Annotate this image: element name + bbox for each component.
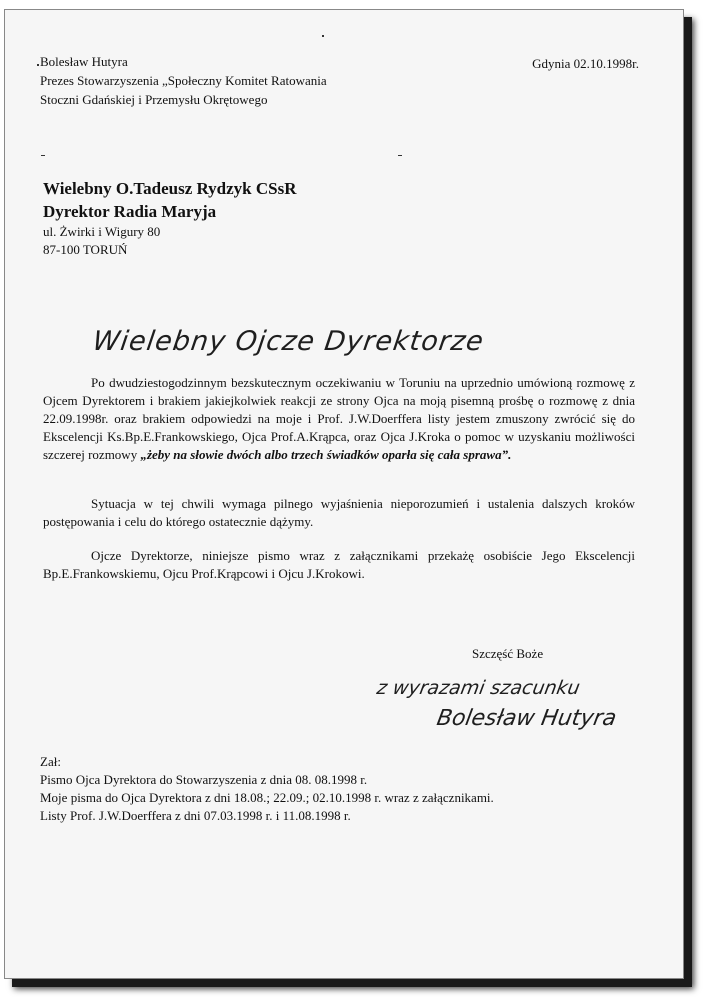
addressee-city: 87-100 TORUŃ (43, 242, 128, 257)
closing-greeting: Szczęść Boże (472, 646, 544, 661)
paragraph-2: Sytuacja w tej chwili wymaga pilnego wyjaśnienia nieporozumień i ustalenia dalszych kroków postępowania i celu do którego ostatecznie dążymy. (43, 496, 635, 529)
enclosure-item: Pismo Ojca Dyrektora do Stowarzyszenia z dnia 08. 08.1998 r. (40, 772, 368, 787)
sender-organization: Stoczni Gdańskiej i Przemysłu Okrętowego (40, 92, 268, 107)
signature: Bolesław Hutyra (434, 706, 619, 731)
scan-speck (398, 155, 402, 156)
enclosure-item: Moje pisma do Ojca Dyrektora z dni 18.08.; 22.09.; 02.10.1998 r. wraz z załącznikami. (40, 790, 494, 805)
addressee-title: Dyrektor Radia Maryja (43, 202, 217, 221)
letter-date: Gdynia 02.10.1998r. (532, 56, 639, 71)
scan-speck (41, 155, 45, 156)
handwritten-regards: z wyrazami szacunku (375, 677, 582, 699)
addressee-block (43, 177, 297, 259)
paragraph-1-emphasis: „żeby na słowie dwóch albo trzech świadków oparła się cała sprawa”. (140, 447, 512, 462)
scan-speck (322, 35, 324, 37)
paragraph-1-text: Po dwudziestogodzinnym bezskutecznym oczekiwaniu w Toruniu na uprzednio umówioną rozmowę z Ojcem Dyrektorem i brakiem jakiejkolwiek reakcji ze strony Ojca na moją pisemną prośbę o rozmowę z dnia 22.09.1998r. oraz brakiem odpowiedzi na moje i Prof. J.W.Doerffera listy jestem zmuszony zwrócić się do Ekscelencji Ks.Bp.E.Frankowskiego, Ojca Prof.A.Krąpca, oraz Ojca J.Kroka o pomoc w uzyskaniu możliwości szczerej rozmowy (43, 375, 635, 462)
sender-title: Prezes Stowarzyszenia „Społeczny Komitet Ratowania (40, 73, 327, 88)
sender-name: Bolesław Hutyra (40, 54, 128, 69)
enclosures-block (40, 753, 494, 825)
paragraph-1 (43, 374, 635, 464)
enclosure-item: Listy Prof. J.W.Doerffera z dni 07.03.1998 r. i 11.08.1998 r. (40, 808, 351, 823)
enclosures-label: Zał: (40, 754, 61, 769)
handwritten-salutation: Wielebny Ojcze Dyrektorze (90, 326, 486, 357)
addressee-name: Wielebny O.Tadeusz Rydzyk CSsR (43, 179, 297, 198)
letter-page (4, 9, 684, 979)
addressee-street: ul. Żwirki i Wigury 80 (43, 224, 161, 239)
sender-block (40, 52, 327, 109)
scan-speck (37, 64, 39, 66)
paragraph-3: Ojcze Dyrektorze, niniejsze pismo wraz z załącznikami przekażę osobiście Jego Ekscelencji Bp.E.Frankowskiemu, Ojcu Prof.Krąpcowi i Ojcu J.Krokowi. (43, 548, 635, 581)
